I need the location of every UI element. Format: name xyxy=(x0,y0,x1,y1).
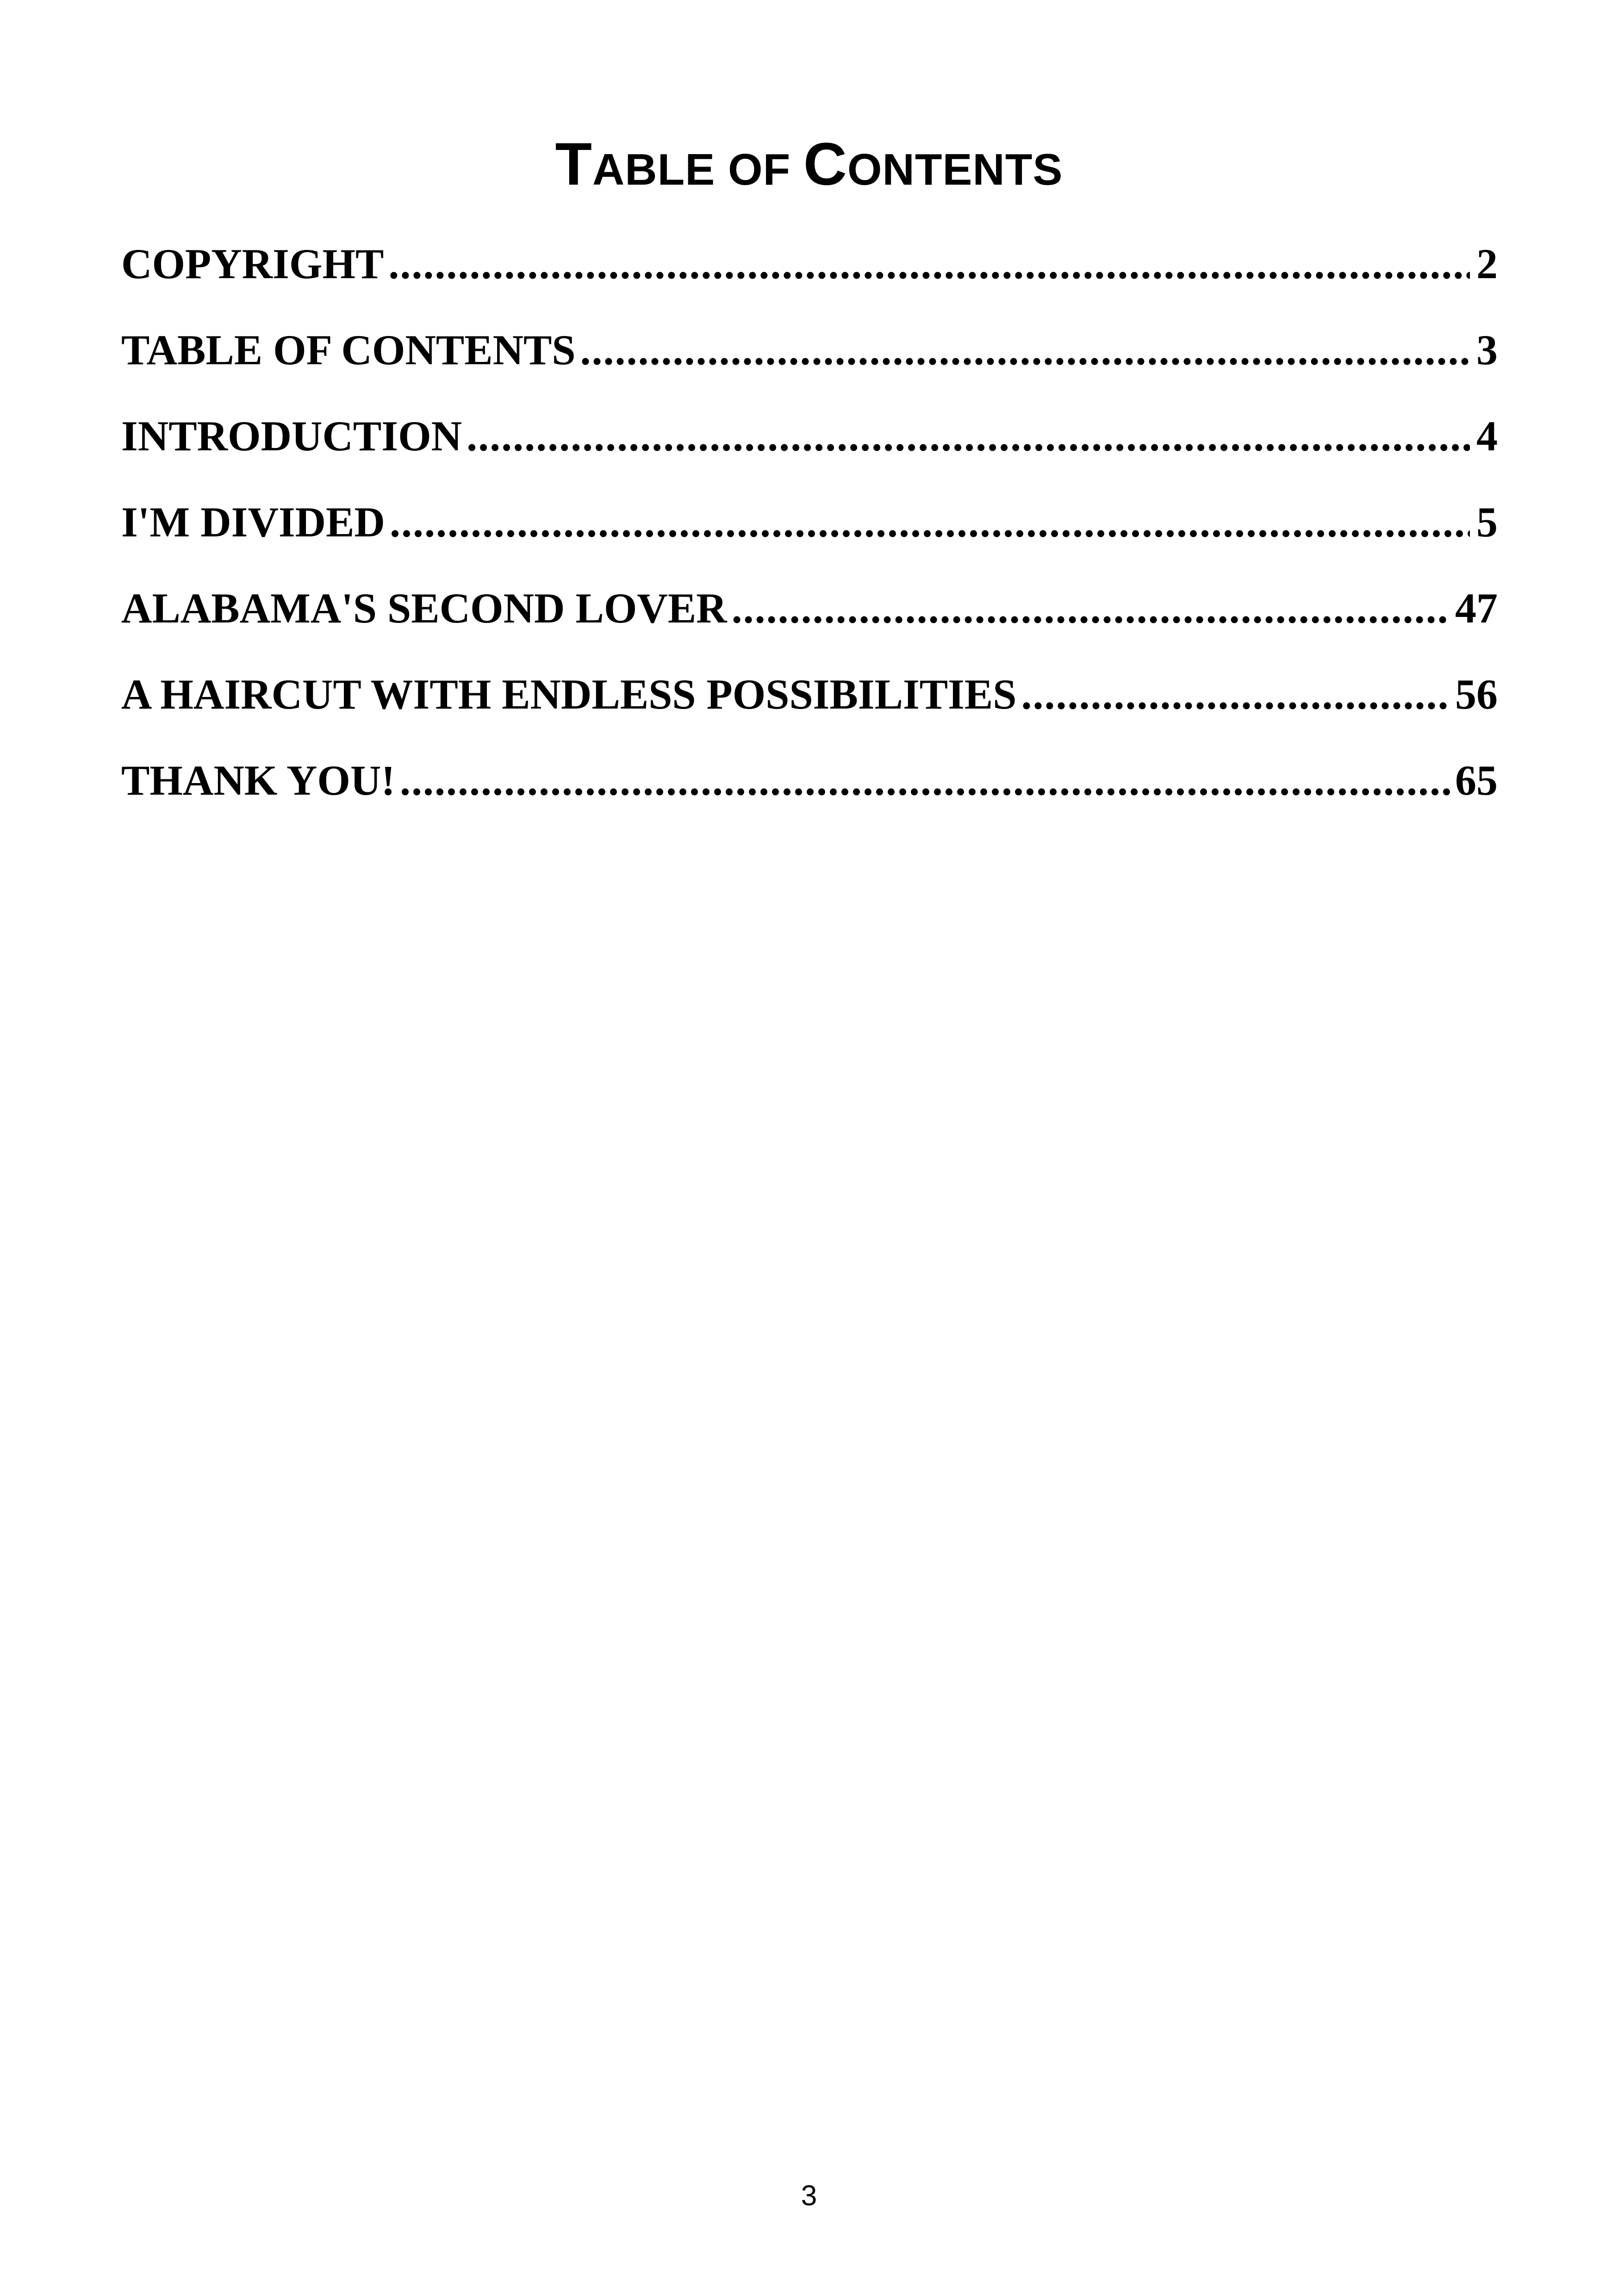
toc-entry-a-haircut-with-endless-possibilities[interactable] xyxy=(121,666,1498,753)
dot-leader xyxy=(400,753,1450,808)
toc-list xyxy=(121,236,1498,839)
toc-entry-title: A HAIRCUT WITH ENDLESS POSSIBILITIES xyxy=(121,671,1017,718)
toc-entry-page: 5 xyxy=(1476,498,1498,546)
toc-entry-title: COPYRIGHT xyxy=(121,240,384,287)
dot-leader xyxy=(467,408,1470,464)
toc-entry-page: 56 xyxy=(1455,671,1498,718)
dot-leader xyxy=(732,580,1450,636)
toc-entry-im-divided[interactable] xyxy=(121,494,1498,580)
dot-leader xyxy=(580,322,1470,378)
toc-entry-page: 2 xyxy=(1476,240,1498,287)
toc-entry-title: I'M DIVIDED xyxy=(121,498,385,546)
toc-entry-title: INTRODUCTION xyxy=(121,412,462,460)
title-rest-1: ABLE OF xyxy=(592,144,803,194)
title-rest-2: ONTENTS xyxy=(847,144,1063,194)
toc-entry-alabamas-second-lover[interactable] xyxy=(121,580,1498,666)
title-initial-1: T xyxy=(555,130,592,198)
title-initial-2: C xyxy=(803,130,847,198)
page-number: 3 xyxy=(801,2180,817,2212)
toc-entry-page: 4 xyxy=(1476,412,1498,460)
toc-entry-table-of-contents[interactable] xyxy=(121,322,1498,408)
dot-leader xyxy=(390,494,1470,550)
dot-leader xyxy=(1021,666,1450,722)
toc-entry-page: 3 xyxy=(1476,326,1498,373)
dot-leader xyxy=(388,236,1470,292)
toc-entry-title: THANK YOU! xyxy=(121,757,396,804)
toc-entry-title: TABLE OF CONTENTS xyxy=(121,326,576,373)
page-title xyxy=(0,127,1618,207)
toc-entry-page: 65 xyxy=(1455,757,1498,804)
toc-entry-introduction[interactable] xyxy=(121,408,1498,494)
toc-entry-thank-you[interactable] xyxy=(121,753,1498,839)
toc-entry-copyright[interactable] xyxy=(121,236,1498,322)
toc-entry-title: ALABAMA'S SECOND LOVER xyxy=(121,585,727,632)
toc-entry-page: 47 xyxy=(1455,585,1498,632)
